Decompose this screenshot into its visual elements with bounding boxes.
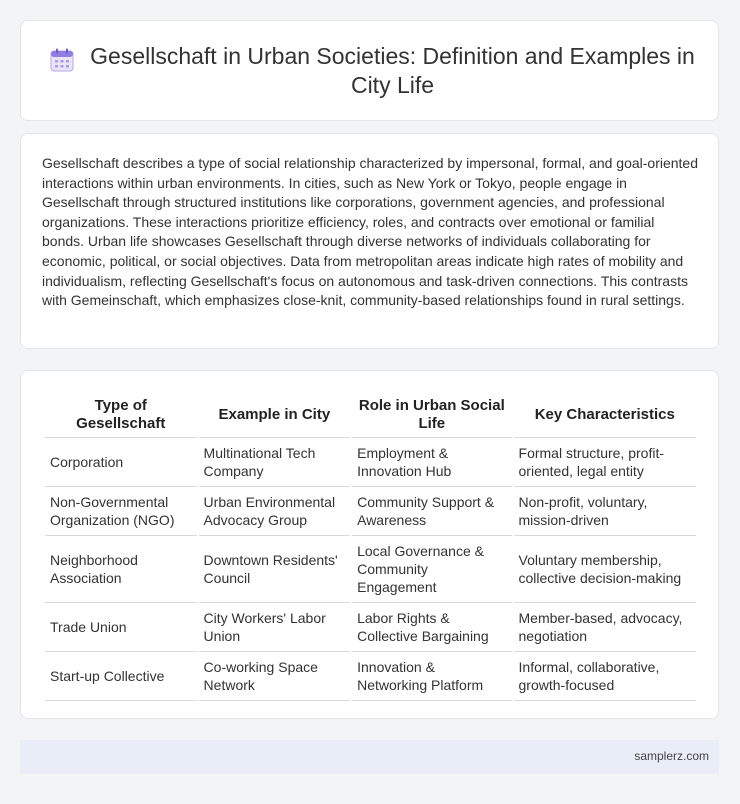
table-cell: Corporation bbox=[45, 438, 197, 487]
title-card bbox=[20, 20, 719, 121]
table-cell: Start-up Collective bbox=[45, 652, 197, 701]
column-header: Type of Gesellschaft bbox=[45, 393, 197, 438]
table-cell: Neighborhood Association bbox=[45, 536, 197, 603]
column-header: Example in City bbox=[199, 393, 351, 438]
page-title: Gesellschaft in Urban Societies: Definition and Examples in City Life bbox=[90, 42, 695, 98]
table-card bbox=[20, 370, 719, 719]
column-header: Role in Urban Social Life bbox=[352, 393, 511, 438]
table-cell: Informal, collaborative, growth-focused bbox=[514, 652, 696, 701]
table-row bbox=[45, 487, 696, 536]
table-row bbox=[45, 603, 696, 652]
table-cell: Formal structure, profit-oriented, legal entity bbox=[514, 438, 696, 487]
table-cell: Co-working Space Network bbox=[199, 652, 351, 701]
footer-site-link[interactable]: samplerz.com bbox=[634, 749, 709, 763]
table-cell: Community Support & Awareness bbox=[352, 487, 511, 536]
table-row bbox=[45, 438, 696, 487]
table-cell: Non-profit, voluntary, mission-driven bbox=[514, 487, 696, 536]
table-cell: Employment & Innovation Hub bbox=[352, 438, 511, 487]
description-text: Gesellschaft describes a type of social relationship characterized by impersonal, formal, and goal-oriented interactions within urban environments. In cities, such as New York or Tokyo, people engage in Gesellschaft through structured institutions like corporations, government agencies, and professional organizations. These interactions prioritize efficiency, roles, and contracts over emotional or familial bonds. Urban life showcases Gesellschaft through diverse networks of individuals collaborating for economic, political, or social objectives. Data from metropolitan areas indicate high rates of mobility and individualism, reflecting Gesellschaft's focus on autonomous and task-driven connections. This contrasts with Gemeinschaft, which emphasizes close-knit, community-based relationships found in rural settings. bbox=[42, 155, 699, 309]
table-cell: Voluntary membership, collective decision-making bbox=[514, 536, 696, 603]
table-cell: Innovation & Networking Platform bbox=[352, 652, 511, 701]
table-cell: City Workers' Labor Union bbox=[199, 603, 351, 652]
table-cell: Non-Governmental Organization (NGO) bbox=[45, 487, 197, 536]
footer-bar bbox=[20, 740, 719, 774]
description-card bbox=[20, 133, 719, 349]
table-header-row bbox=[45, 393, 696, 438]
table-cell: Multinational Tech Company bbox=[199, 438, 351, 487]
column-header: Key Characteristics bbox=[514, 393, 696, 438]
table-cell: Trade Union bbox=[45, 603, 197, 652]
table-cell: Local Governance & Community Engagement bbox=[352, 536, 511, 603]
table-cell: Urban Environmental Advocacy Group bbox=[199, 487, 351, 536]
table-cell: Labor Rights & Collective Bargaining bbox=[352, 603, 511, 652]
table-cell: Downtown Residents' Council bbox=[199, 536, 351, 603]
table-row bbox=[45, 536, 696, 603]
gesellschaft-table bbox=[43, 393, 698, 701]
table-row bbox=[45, 652, 696, 701]
table-cell: Member-based, advocacy, negotiation bbox=[514, 603, 696, 652]
